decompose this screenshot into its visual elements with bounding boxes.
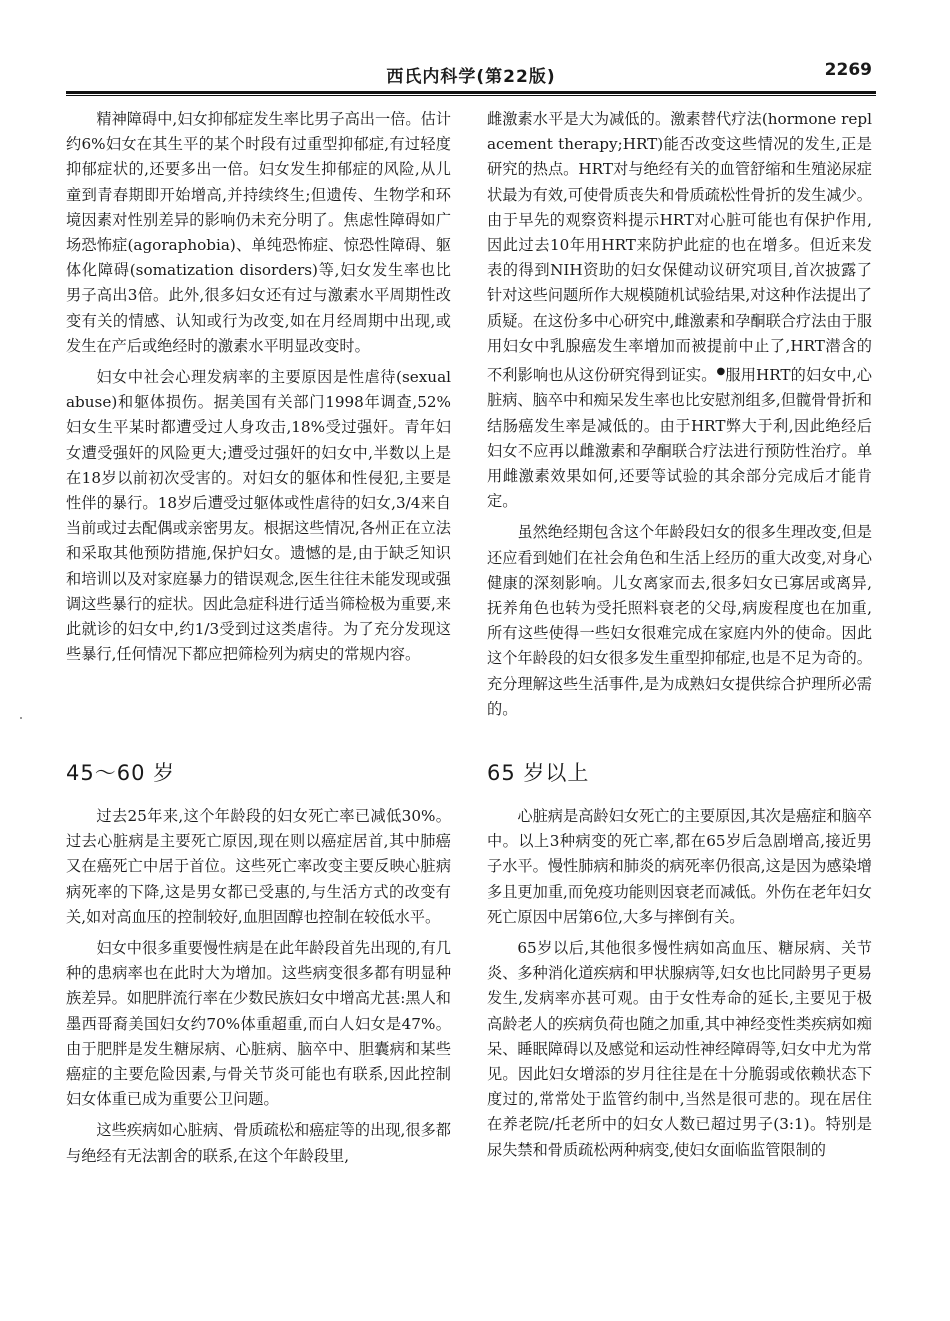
paragraph-life-changes: 虽然绝经期包含这个年龄段妇女的很多生理改变,但是还应看到她们在社会角色和生活上经历的重大改变,对身心健康的深刻影响。儿女离家而去,很多妇女已寡居或离异,抚养角色也转为受托照料衰老的父母,病废程度也在加重,所有这些使得一些妇女很难完成在家庭内外的使命。因此这个年龄段的妇女很多发生重型抑郁症,也是不足为奇的。充分理解这些生活事件,是为成熟妇女提供综合护理所必需的。 — [487, 523, 872, 718]
section-heading-45-60: 45～60 岁 — [66, 761, 176, 785]
running-header — [66, 56, 876, 92]
paragraph-mortality-decline: 过去25年来,这个年龄段的妇女死亡率已减低30%。过去心脏病是主要死亡原因,现在则以癌症居首,其中肺癌又在癌死亡中居于首位。这些死亡率改变主要反映心脏病病死率的下降,这是男女都已受惠的,与生活方式的改变有关,如对高血压的控制较好,血胆固醇也控制在较低水平。 — [66, 807, 451, 926]
left-column-bottom — [66, 804, 451, 1169]
header-rule — [66, 91, 876, 94]
paragraph-chronic-diseases: 妇女中很多重要慢性病是在此年龄段首先出现的,有几种的患病率也在此时大为增加。这些病变很多都有明显种族差异。如肥胖流行率在少数民族妇女中增高尤甚:黑人和墨西哥裔美国妇女约70%体重超重,而白人妇女是47%。由于肥胖是发生糖尿病、心脏病、脑卒中、胆囊病和某些癌症的主要危险因素,与骨关节炎可能也有联系,因此控制妇女体重已成为重要公卫问题。 — [66, 939, 451, 1109]
left-column-top — [66, 107, 451, 667]
paragraph-elderly-chronic: 65岁以后,其他很多慢性病如高血压、糖尿病、关节炎、多种消化道疾病和甲状腺病等,妇女也比同龄男子更易发生,发病率亦甚可观。由于女性寿命的延长,主要见于极高龄老人的疾病负荷也随之加重,其中神经变性类疾病如痴呆、睡眠障碍以及感觉和运动性神经障碍等,妇女中尤为常见。因此妇女增添的岁月往往是在十分脆弱或依赖状态下度过的,常常处于监管约制中,当然是很可悲的。现在居住在养老院/托老所中的妇女人数已超过男子(3:1)。特别是尿失禁和骨质疏松两种病变,使妇女面临监管限制的 — [487, 939, 872, 1159]
book-title: 西氏内科学(第22版) — [386, 67, 556, 87]
paragraph-menopause-link: 这些疾病如心脏病、骨质疏松和癌症等的出现,很多都与绝经有无法割舍的联系,在这个年龄段里, — [66, 1121, 451, 1165]
hrt-text-part1: 雌激素水平是大为减低的。激素替代疗法(hormone replacement therapy;HRT)能否改变这些情况的发生,正是研究的热点。HRT对与绝经有关的血管舒缩和生殖泌尿症状最为有效,可使骨质丧失和骨质疏松性骨折的发生减少。由于早先的观察资料提示HRT对心脏可能也有保护作用,因此过去10年用HRT来防护此症的也在增多。但近来发表的得到NIH资助的妇女保健动议研究项目,首次披露了针对这些问题所作大规模随机试验结果,对这种作法提出了质疑。在这份多中心研究中,雌激素和孕酮联合疗法由于服用妇女中乳腺癌发生率增加而被提前中止了,HRT潜含的不利影响也从这份研究得到证实。 — [487, 110, 872, 385]
hrt-text-part2: 服用HRT的妇女中,心脏病、脑卒中和痴呆发生率也比安慰剂组多,但髋骨骨折和结肠癌发生率是减低的。由于HRT弊大于利,因此绝经后妇女不应再以雌激素和孕酮联合疗法进行预防性治疗。单用雌激素效果如何,还要等试验的其余部分完成后才能肯定。 — [487, 366, 872, 511]
paragraph-elderly-mortality: 心脏病是高龄妇女死亡的主要原因,其次是癌症和脑卒中。以上3种病变的死亡率,都在65岁后急剧增高,接近男子水平。慢性肺病和肺炎的病死率仍很高,这是因为感染增多且更加重,而免疫功能则因衰老而减低。外伤在老年妇女死亡原因中居第6位,大多与摔倒有关。 — [487, 807, 872, 926]
margin-mark — [20, 717, 22, 719]
right-column-top — [487, 107, 872, 722]
reference-bullet-icon: ● — [716, 366, 726, 378]
header-rule-thin — [66, 95, 876, 96]
paragraph-hrt — [487, 107, 872, 514]
section-heading-65-plus: 65 岁以上 — [487, 761, 590, 785]
paragraph-psychiatric-disorders: 精神障碍中,妇女抑郁症发生率比男子高出一倍。估计约6%妇女在其生平的某个时段有过重型抑郁症,有过轻度抑郁症状的,还要多出一倍。妇女发生抑郁症的风险,从儿童到青春期即开始增高,并持续终生;但遗传、生物学和环境因素对性别差异的影响仍未充分明了。焦虑性障碍如广场恐怖症(agoraphobia)、单纯恐怖症、惊恐性障碍、躯体化障碍(somatization disorders)等,妇女发生率也比男子高出3倍。此外,很多妇女还有过与激素水平周期性改变有关的情感、认知或行为改变,如在月经周期中出现,或发生在产后或绝经时的激素水平明显改变时。 — [66, 110, 451, 355]
page-number: 2269 — [824, 60, 872, 80]
paragraph-sexual-abuse: 妇女中社会心理发病率的主要原因是性虐待(sexual abuse)和躯体损伤。据美国有关部门1998年调查,52%妇女生平某时都遭受过人身攻击,18%受过强奸。青年妇女遭受强奸的风险更大;遭受过强奸的妇女中,半数以上是在18岁以前初次受害的。对妇女的躯体和性侵犯,主要是性伴的暴行。18岁后遭受过躯体或性虐待的妇女,3/4来自当前或过去配偶或亲密男友。根据这些情况,各州正在立法和采取其他预防措施,保护妇女。遗憾的是,由于缺乏知识和培训以及对家庭暴力的错误观念,医生往往未能发现或强调这些暴行的症状。因此急症科进行适当筛检极为重要,来此就诊的妇女中,约1/3受到过这类虐待。为了充分发现这些暴行,任何情况下都应把筛检列为病史的常规内容。 — [66, 368, 451, 664]
right-column-bottom — [487, 804, 872, 1163]
